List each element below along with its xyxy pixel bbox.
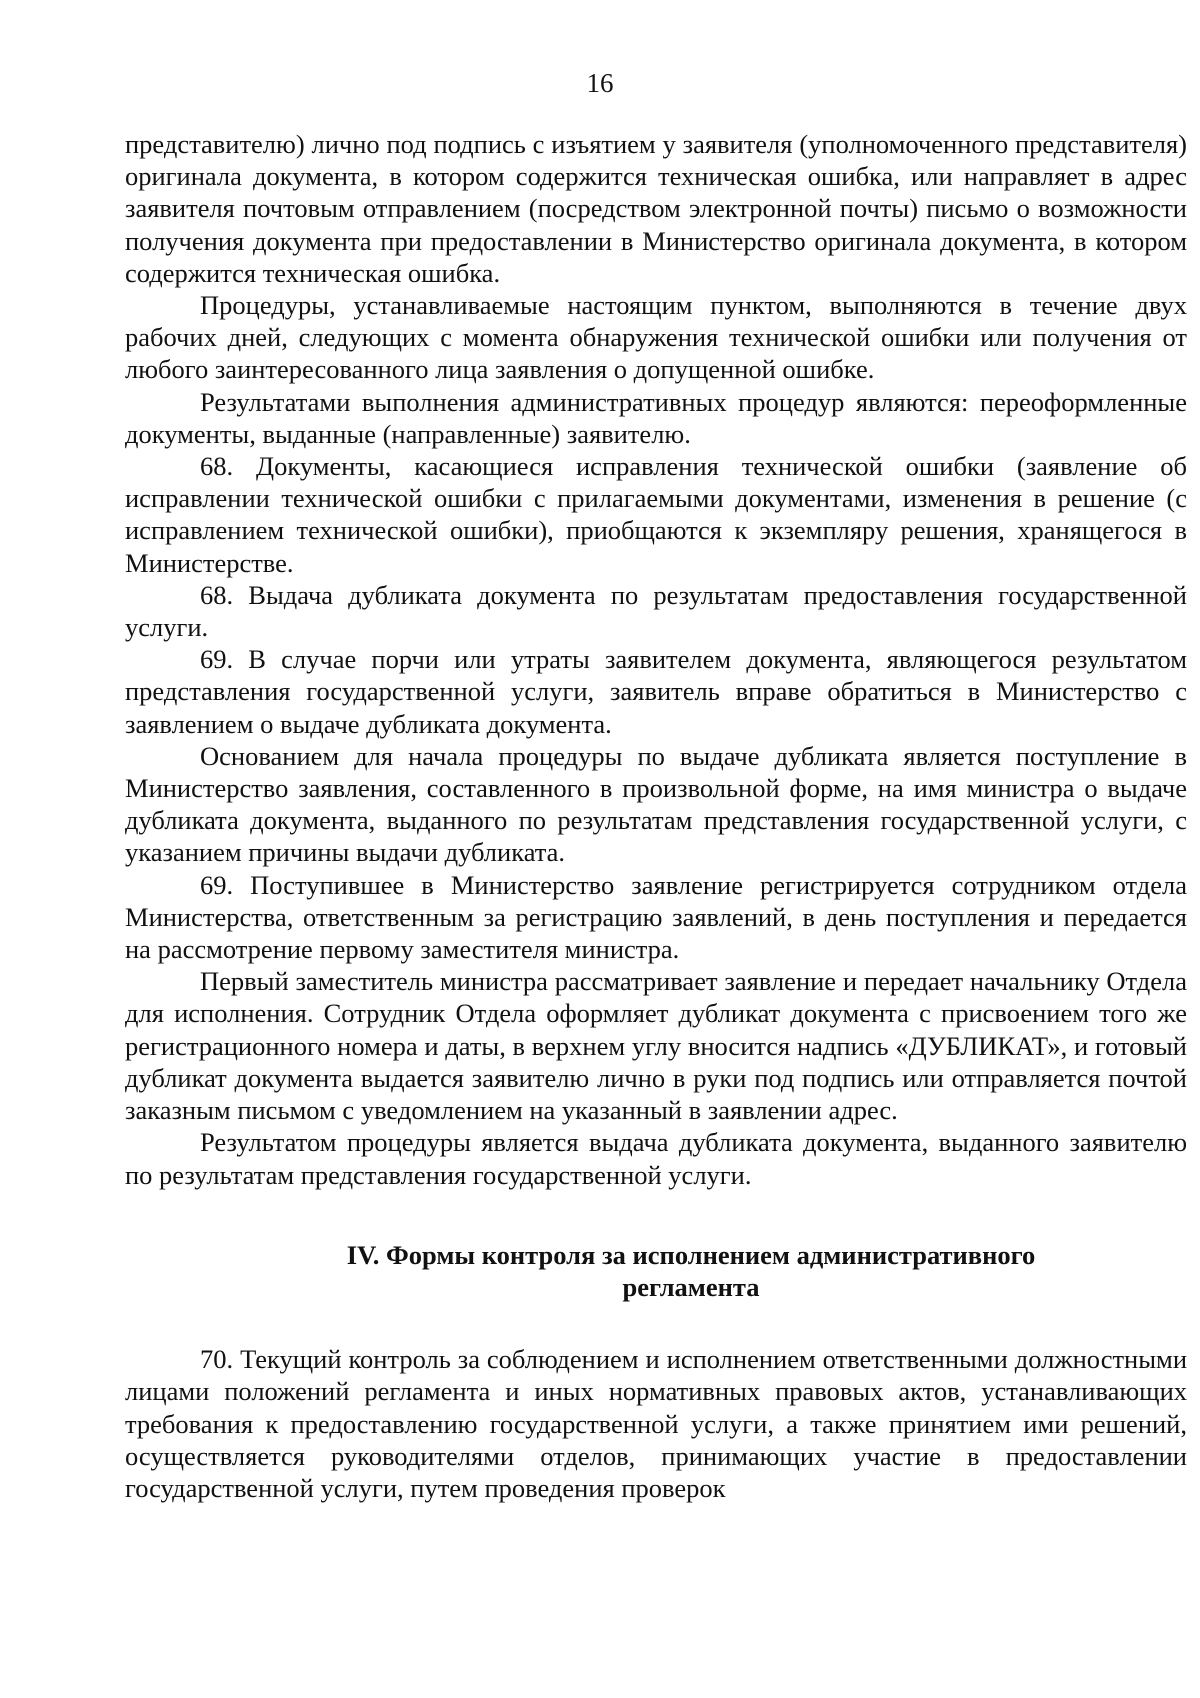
section-heading [125, 1239, 1187, 1303]
paragraph-basis: Основанием для начала процедуры по выдаче дубликата является поступление в Министерство заявления, составленного в произвольной форме, на имя министра о выдаче дубликата документа, выданного по результатам представления государственной услуги, с указанием причины выдачи дубликата. [125, 740, 1187, 868]
paragraph-69-damage: 69. В случае порчи или утраты заявителем документа, являющегося результатом представления государственной услуги, заявитель вправе обратиться в Министерство с заявлением о выдаче дубликата документа. [125, 644, 1187, 739]
paragraph-continuation: представителю) лично под подпись с изъятием у заявителя (уполномоченного представителя) оригинала документа, в котором содержится техническая ошибка, или направляет в адрес заявителя почтовым отправлением (посредством электронной почты) письмо о возможности получения документа при предоставлении в Министерство оригинала документа, в котором содержится техническая ошибка. [125, 129, 1187, 288]
section-heading-line-2: регламента [622, 1271, 760, 1302]
paragraph-procedures: Процедуры, устанавливаемые настоящим пунктом, выполняются в течение двух рабочих дней, следующих с момента обнаружения технической ошибки или получения от любого заинтересованного лица заявления о допущенной ошибке. [125, 290, 1187, 385]
section-heading-line-1: IV. Формы контроля за исполнением административного [346, 1239, 1036, 1270]
paragraph-result-procedure: Результатом процедуры является выдача дубликата документа, выданного заявителю по результатам представления государственной услуги. [125, 1127, 1187, 1190]
paragraph-results: Результатами выполнения административных процедур являются: переоформленные документы, выданные (направленные) заявителю. [125, 386, 1187, 449]
paragraph-68-documents: 68. Документы, касающиеся исправления технической ошибки (заявление об исправлении технической ошибки с прилагаемыми документами, изменения в решение (с исправлением технической ошибки), приобщаются к экземпляру решения, хранящегося в Министерстве. [125, 451, 1187, 578]
paragraph-68-duplicate: 68. Выдача дубликата документа по результатам предоставления государственной услуги. [125, 579, 1187, 643]
page-number: 16 [586, 68, 614, 98]
document-body [125, 128, 1187, 1504]
paragraph-69-registration: 69. Поступившее в Министерство заявление регистрируется сотрудником отдела Министерства, ответственным за регистрацию заявлений, в день поступления и передается на рассмотрение первому заместителя министра. [125, 869, 1187, 965]
paragraph-70-control: 70. Текущий контроль за соблюдением и исполнением ответственными должностными лицами положений регламента и иных нормативных правовых актов, устанавливающих требования к предоставлению государственной услуги, а также принятием ими решений, осуществляется руководителями отделов, принимающих участие в предоставлении государственной услуги, путем проведения проверок [125, 1344, 1187, 1503]
paragraph-first-deputy: Первый заместитель министра рассматривает заявление и передает начальнику Отдела для исполнения. Сотрудник Отдела оформляет дубликат документа с присвоением того же регистрационного номера и даты, в верхнем углу вносится надпись «ДУБЛИКАТ», и готовый дубликат документа выдается заявителю лично в руки под подпись или отправляется почтой заказным письмом с уведомлением на указанный в заявлении адрес. [125, 966, 1187, 1126]
